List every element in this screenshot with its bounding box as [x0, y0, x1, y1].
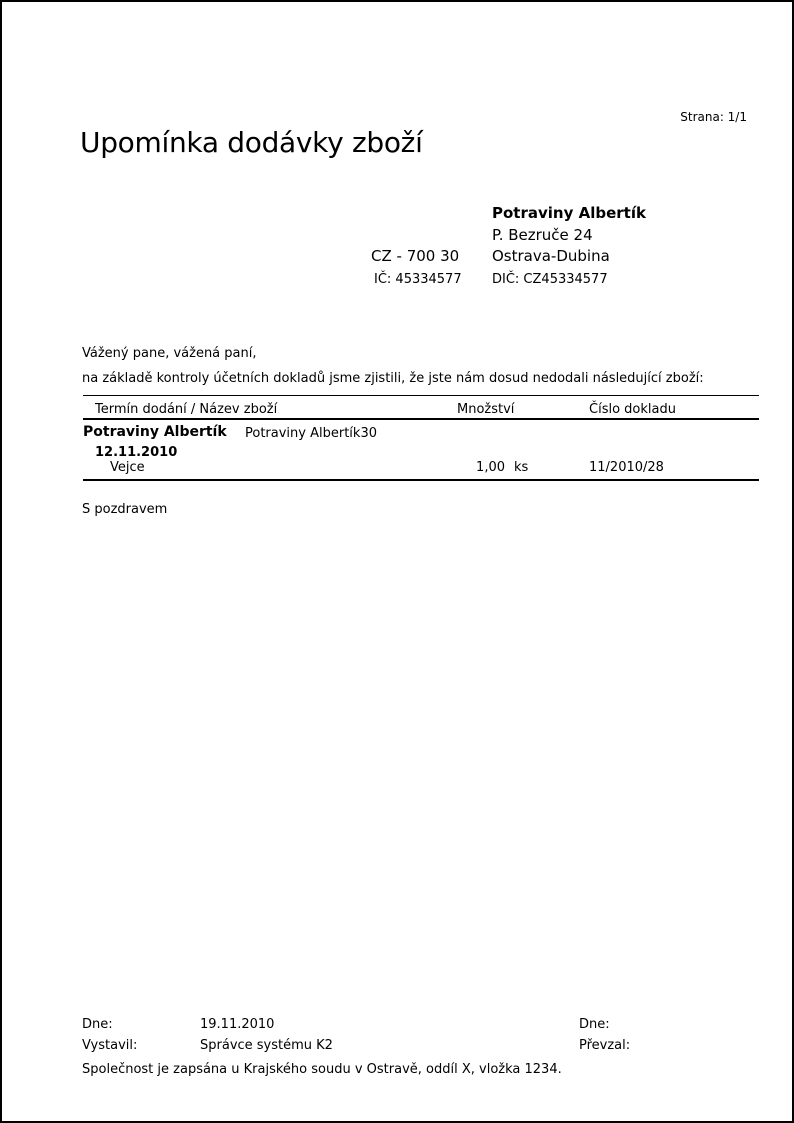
- item-quantity: 1,00: [476, 460, 505, 475]
- table-bottom-rule: [83, 479, 759, 481]
- column-header-document: Číslo dokladu: [589, 402, 676, 417]
- item-document-number: 11/2010/28: [589, 460, 664, 475]
- table-top-rule: [83, 395, 759, 396]
- issued-date-value: 19.11.2010: [200, 1017, 275, 1032]
- page-title: Upomínka dodávky zboží: [80, 126, 423, 159]
- issuer-value: Správce systému K2: [200, 1038, 333, 1053]
- page-number-label: Strana: 1/1: [680, 110, 747, 124]
- recipient-street: P. Bezruče 24: [492, 226, 593, 244]
- item-name: Vejce: [110, 460, 145, 475]
- recipient-vat-id: DIČ: CZ45334577: [492, 272, 608, 287]
- company-registration-text: Společnost je zapsána u Krajského soudu v Ostravě, oddíl X, vložka 1234.: [82, 1062, 562, 1077]
- salutation-text: Vážený pane, vážená paní,: [82, 346, 257, 361]
- recipient-city: Ostrava-Dubina: [492, 247, 610, 265]
- column-header-term-name: Termín dodání / Název zboží: [95, 402, 278, 417]
- table-group-supplier: Potraviny Albertík: [83, 424, 227, 440]
- closing-text: S pozdravem: [82, 502, 168, 517]
- issuer-label: Vystavil:: [82, 1038, 138, 1053]
- received-date-label: Dne:: [579, 1017, 610, 1032]
- receiver-label: Převzal:: [579, 1038, 631, 1053]
- table-group-date: 12.11.2010: [95, 445, 178, 460]
- table-header-rule: [83, 418, 759, 420]
- table-group-supplier-detail: Potraviny Albertík30: [245, 426, 377, 441]
- column-header-quantity: Množství: [457, 402, 515, 417]
- issued-date-label: Dne:: [82, 1017, 113, 1032]
- intro-text: na základě kontroly účetních dokladů jsme zjistili, že jste nám dosud nedodali následující zboží:: [82, 371, 704, 386]
- recipient-postal-code: CZ - 700 30: [371, 247, 460, 265]
- item-unit: ks: [514, 460, 529, 475]
- recipient-company-id: IČ: 45334577: [374, 272, 462, 287]
- recipient-name: Potraviny Albertík: [492, 204, 646, 222]
